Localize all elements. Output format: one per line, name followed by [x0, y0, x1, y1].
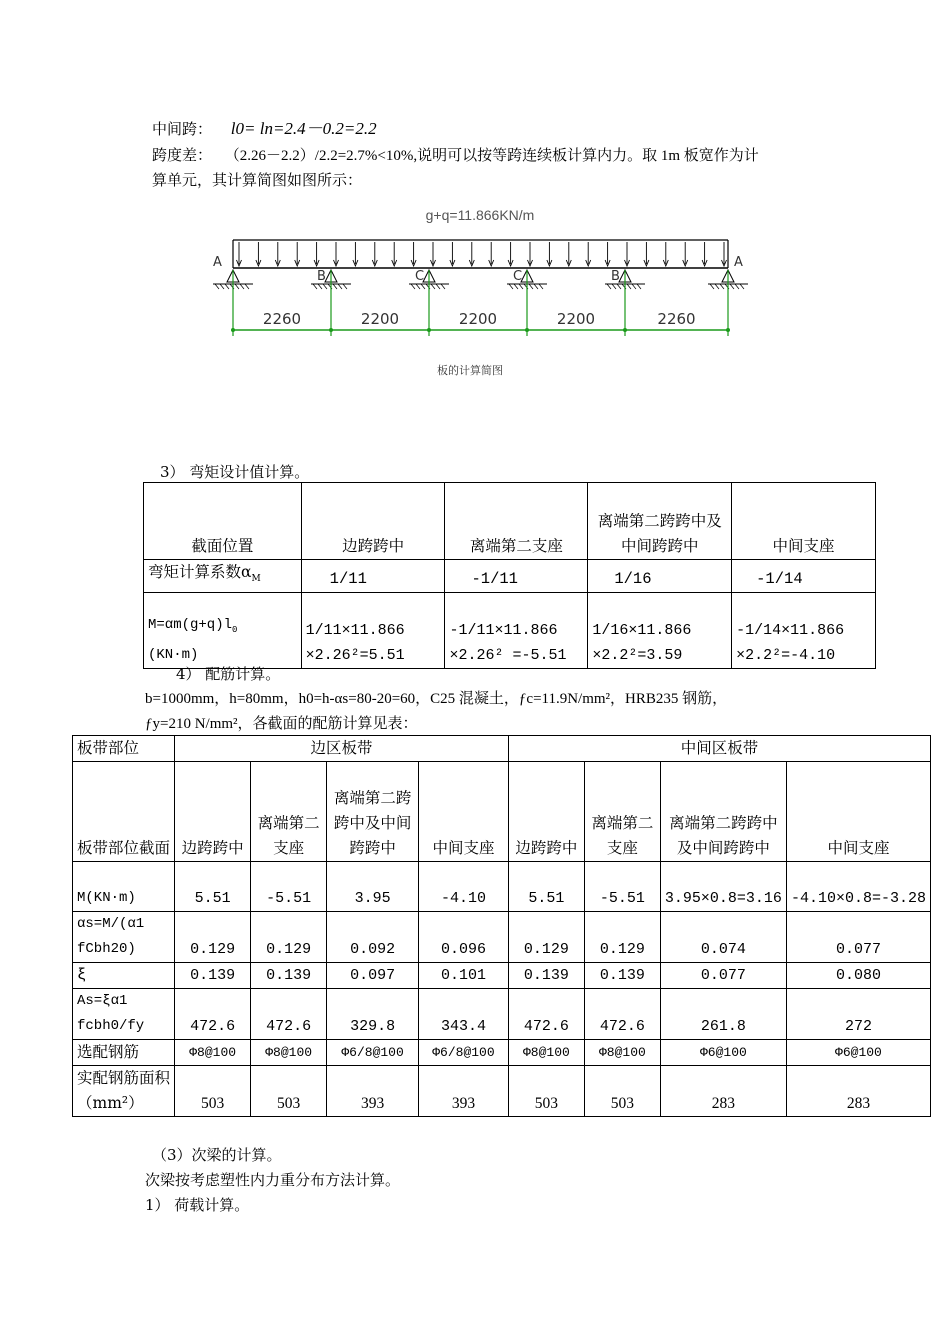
load-arrows: [237, 242, 727, 266]
support-label: B: [317, 269, 326, 284]
column-header-8: 中间支座: [786, 762, 930, 862]
xi-value-2: 0.139: [251, 963, 327, 989]
dimension-marks: [231, 270, 730, 336]
alpha-s-value-5: 0.129: [508, 912, 584, 963]
dimension-dot: [726, 328, 730, 332]
params-line-1: b=1000mm，h=80mm，h0=h-αs=80-20=60，C25 混凝土，ƒc=11.9N/mm²，HRB235 钢筋，: [145, 691, 728, 707]
edge-strip-header: 边区板带: [175, 736, 509, 762]
span-diff-line: [152, 145, 759, 166]
coef-label-sub: M: [251, 574, 261, 585]
params-line-2: ƒy=210 N/mm²，各截面的配筋计算见表：: [145, 716, 418, 732]
rebar-row: [73, 1040, 931, 1066]
area-value-1: 472.6: [175, 989, 251, 1040]
support-label: A: [734, 255, 743, 270]
coef-label-cell: [144, 560, 302, 593]
rebar-value-4: Φ6/8@100: [419, 1040, 509, 1066]
rebar-value-7: Φ6@100: [660, 1040, 786, 1066]
span-diff-text: （2.26－2.2）/2.2=2.7%<10%,说明可以按等跨连续板计算内力。取 1m 板宽作为计: [224, 148, 759, 164]
coef-mid-support: -1/14: [732, 560, 876, 593]
support-label: B: [611, 269, 620, 284]
xi-value-6: 0.139: [584, 963, 660, 989]
area-value-6: 472.6: [584, 989, 660, 1040]
slab-calculation-diagram: [195, 198, 765, 388]
span-length-label: 2200: [360, 310, 400, 328]
span-length-label: 2260: [262, 310, 302, 328]
header-edge-mid: 边跨跨中: [301, 483, 445, 560]
actual-value-5: 503: [508, 1066, 584, 1117]
alpha-s-value-7: 0.074: [660, 912, 786, 963]
area-value-7: 261.8: [660, 989, 786, 1040]
xi-label: ξ: [73, 963, 175, 989]
alpha-s-value-6: 0.129: [584, 912, 660, 963]
footer-line-3: 1） 荷载计算。: [145, 1196, 250, 1214]
mid-strip-header: 中间区板带: [508, 736, 930, 762]
mid-span-label: 中间跨：: [152, 120, 213, 138]
column-header-7: 离端第二跨跨中及中间跨跨中: [660, 762, 786, 862]
rebar-value-5: Φ8@100: [508, 1040, 584, 1066]
moment-row: [73, 862, 931, 912]
actual-value-2: 503: [251, 1066, 327, 1117]
moment-edge-mid: 1/11×11.866 ×2.26²=5.51: [301, 593, 445, 669]
support-label: C: [415, 269, 425, 284]
moment-label-cell: [144, 593, 302, 669]
dimension-dot: [427, 328, 431, 332]
coef-second-span: 1/16: [588, 560, 732, 593]
m-label: M(KN·m): [73, 862, 175, 912]
span-length-label: 2260: [657, 310, 696, 328]
xi-value-4: 0.101: [419, 963, 509, 989]
support-label: A: [213, 255, 222, 270]
support-label: C: [513, 269, 523, 284]
reinforcement-table: [72, 735, 931, 1117]
actual-value-4: 393: [419, 1066, 509, 1117]
header-second-support: 离端第二支座: [445, 483, 588, 560]
area-row: [73, 989, 931, 1040]
column-header-5: 边跨跨中: [508, 762, 584, 862]
xi-value-8: 0.080: [786, 963, 930, 989]
column-header-1: 边跨跨中: [175, 762, 251, 862]
area-value-4: 343.4: [419, 989, 509, 1040]
area-label: As=ξα1 fcbh0/fy: [73, 989, 175, 1040]
m-value-4: -4.10: [419, 862, 509, 912]
moment-unit: (KN·m): [148, 647, 199, 664]
alpha-s-value-8: 0.077: [786, 912, 930, 963]
footer-line-2: 次梁按考虑塑性内力重分布方法计算。: [145, 1171, 401, 1189]
section-label: 板带部位截面: [73, 762, 175, 862]
m-value-7: 3.95×0.8=3.16: [660, 862, 786, 912]
header-second-span-mid: 离端第二跨跨中及中间跨跨中: [588, 483, 732, 560]
column-header-2: 离端第二支座: [251, 762, 327, 862]
actual-value-7: 283: [660, 1066, 786, 1117]
actual-label: 实配钢筋面积（mm²）: [73, 1066, 175, 1117]
m-value-5: 5.51: [508, 862, 584, 912]
section3-heading: 3） 弯矩设计值计算。: [160, 463, 310, 481]
alpha-s-value-1: 0.129: [175, 912, 251, 963]
m-value-1: 5.51: [175, 862, 251, 912]
area-value-3: 329.8: [327, 989, 419, 1040]
coef-edge-mid: 1/11: [301, 560, 445, 593]
dimension-dot: [623, 328, 627, 332]
xi-value-3: 0.097: [327, 963, 419, 989]
rebar-value-8: Φ6@100: [786, 1040, 930, 1066]
xi-row: [73, 963, 931, 989]
area-value-5: 472.6: [508, 989, 584, 1040]
alpha-s-value-3: 0.092: [327, 912, 419, 963]
actual-value-1: 503: [175, 1066, 251, 1117]
strip-label: 板带部位: [73, 736, 175, 762]
moment-label-sub: 0: [232, 625, 238, 636]
footer-line-1: （3）次梁的计算。: [152, 1146, 282, 1164]
alpha-s-value-4: 0.096: [419, 912, 509, 963]
rebar-value-2: Φ8@100: [251, 1040, 327, 1066]
actual-value-8: 283: [786, 1066, 930, 1117]
m-value-3: 3.95: [327, 862, 419, 912]
moment-table: [143, 482, 876, 669]
header-mid-support: 中间支座: [732, 483, 876, 560]
header-section-position: 截面位置: [144, 483, 302, 560]
m-value-8: -4.10×0.8=-3.28: [786, 862, 930, 912]
span-diff-label: 跨度差：: [152, 146, 213, 164]
area-value-2: 472.6: [251, 989, 327, 1040]
xi-value-5: 0.139: [508, 963, 584, 989]
rebar-value-1: Φ8@100: [175, 1040, 251, 1066]
column-header-6: 离端第二支座: [584, 762, 660, 862]
section4-heading: 4） 配筋计算。: [176, 665, 281, 683]
actual-value-3: 393: [327, 1066, 419, 1117]
span-diff-line-2: 算单元，其计算简图如图所示：: [152, 171, 363, 189]
diagram-caption: 板的计算简图: [437, 364, 503, 377]
alpha-s-row: [73, 912, 931, 963]
m-value-2: -5.51: [251, 862, 327, 912]
column-header-row: [73, 762, 931, 862]
moment-second-span: 1/16×11.866 ×2.2²=3.59: [588, 593, 732, 669]
rebar-value-6: Φ8@100: [584, 1040, 660, 1066]
dimension-dot: [231, 328, 235, 332]
span-length-label: 2200: [458, 310, 498, 328]
load-label: g+q=11.866KN/m: [425, 207, 535, 223]
mid-span-formula: l0= ln=2.4－0.2=2.2: [230, 119, 377, 138]
rebar-value-3: Φ6/8@100: [327, 1040, 419, 1066]
coef-label: 弯矩计算系数α: [148, 563, 252, 581]
rebar-label: 选配钢筋: [73, 1040, 175, 1066]
actual-area-row: [73, 1066, 931, 1117]
area-value-8: 272: [786, 989, 930, 1040]
mid-span-line: [152, 119, 377, 139]
span-length-label: 2200: [556, 310, 596, 328]
xi-value-7: 0.077: [660, 963, 786, 989]
moment-label: M=αm(g+q)l: [148, 617, 233, 634]
moment-mid-support: -1/14×11.866 ×2.2²=-4.10: [732, 593, 876, 669]
dimension-dot: [525, 328, 529, 332]
alpha-s-label: αs=M/(α1 fCbh20): [73, 912, 175, 963]
alpha-s-value-2: 0.129: [251, 912, 327, 963]
moment-second-support: -1/11×11.866 ×2.26² =-5.51: [445, 593, 588, 669]
supports: [213, 255, 748, 289]
column-header-4: 中间支座: [419, 762, 509, 862]
m-value-6: -5.51: [584, 862, 660, 912]
column-header-3: 离端第二跨跨中及中间跨跨中: [327, 762, 419, 862]
dimension-dot: [329, 328, 333, 332]
coef-second-support: -1/11: [445, 560, 588, 593]
actual-value-6: 503: [584, 1066, 660, 1117]
xi-value-1: 0.139: [175, 963, 251, 989]
